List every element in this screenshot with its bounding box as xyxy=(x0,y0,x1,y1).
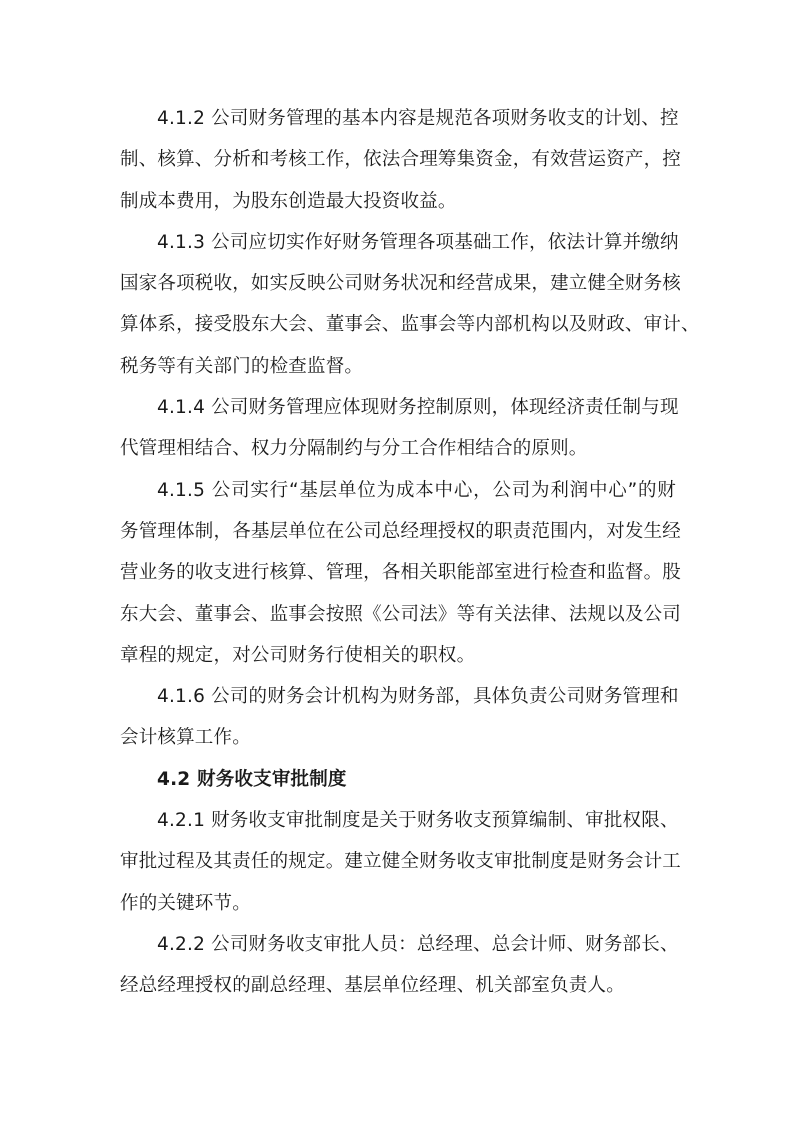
document-page xyxy=(120,98,700,1007)
paragraph-4-1-6 xyxy=(120,676,679,759)
paragraph-4-1-2 xyxy=(120,98,682,222)
text-line: 制、核算、分析和考核工作，依法合理筹集资金，有效营运资产，控 xyxy=(120,149,682,171)
paragraph-4-1-4 xyxy=(120,387,679,470)
text-line: 东大会、董事会、监事会按照《公司法》等有关法律、法规以及公司 xyxy=(120,603,682,625)
text-line: 营业务的收支进行核算、管理，各相关职能部室进行检查和监督。股 xyxy=(120,562,682,584)
text-line: 经总经理授权的副总经理、基层单位经理、机关部室负责人。 xyxy=(120,975,625,997)
text-line: 会计核算工作。 xyxy=(120,727,251,749)
paragraph-4-2-2 xyxy=(120,924,679,1007)
paragraph-4-2-1 xyxy=(120,800,682,924)
text-line: 作的关键环节。 xyxy=(120,892,251,914)
text-line: 4.1.4 公司财务管理应体现财务控制原则，体现经济责任制与现 xyxy=(157,397,679,419)
text-line: 务管理体制，各基层单位在公司总经理授权的职责范围内，对发生经 xyxy=(120,520,682,542)
text-line: 4.1.6 公司的财务会计机构为财务部，具体负责公司财务管理和 xyxy=(157,686,679,708)
text-line: 国家各项税收，如实反映公司财务状况和经营成果，建立健全财务核 xyxy=(120,273,682,295)
section-heading: 4.2 财务收支审批制度 xyxy=(157,768,347,790)
text-line: 4.2.1 财务收支审批制度是关于财务收支预算编制、审批权限、 xyxy=(157,810,679,832)
text-line: 4.2.2 公司财务收支审批人员：总经理、总会计师、财务部长、 xyxy=(157,933,679,955)
text-line: 4.1.3 公司应切实作好财务管理各项基础工作，依法计算并缴纳 xyxy=(157,231,679,253)
paragraph-4-1-5 xyxy=(120,470,682,676)
text-line: 制成本费用，为股东创造最大投资收益。 xyxy=(120,190,457,212)
text-line: 章程的规定，对公司财务行使相关的职权。 xyxy=(120,644,476,666)
text-line: 算体系，接受股东大会、董事会、监事会等内部机构以及财政、审计、 xyxy=(120,314,700,336)
text-line: 税务等有关部门的检查监督。 xyxy=(120,355,364,377)
text-line: 审批过程及其责任的规定。建立健全财务收支审批制度是财务会计工 xyxy=(120,851,682,873)
text-line: 4.1.2 公司财务管理的基本内容是规范各项财务收支的计划、控 xyxy=(157,108,679,129)
text-line: 代管理相结合、权力分隔制约与分工合作相结合的原则。 xyxy=(120,438,588,460)
paragraph-4-1-3 xyxy=(120,222,700,387)
text-line: 4.1.5 公司实行“基层单位为成本中心，公司为利润中心”的财 xyxy=(157,479,676,501)
